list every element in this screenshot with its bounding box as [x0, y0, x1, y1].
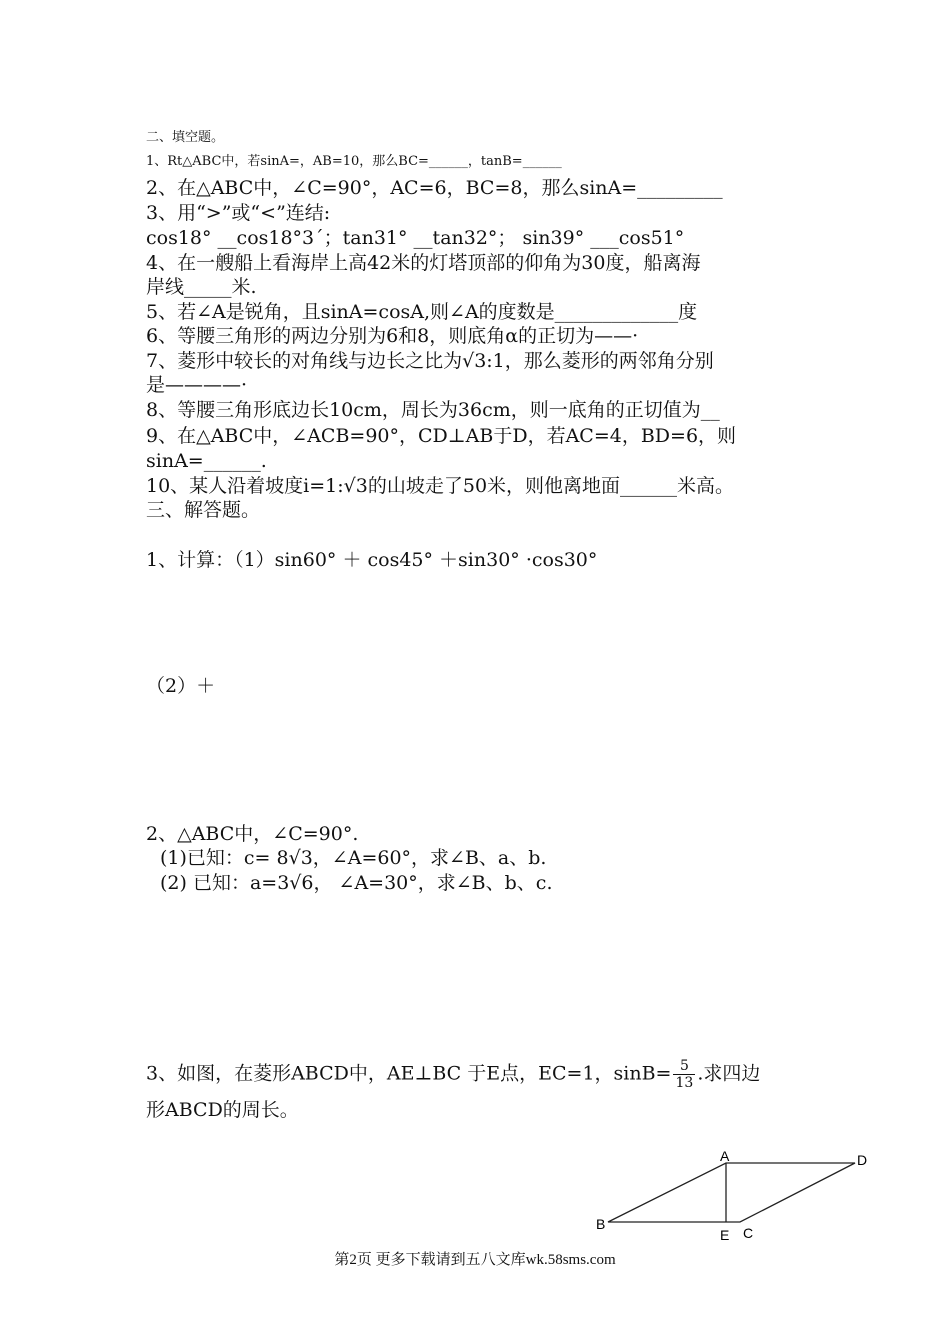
- problem-1: 1、计算：（1）sin60° ＋ cos45° ＋sin30° ·cos30°: [146, 549, 598, 571]
- question-4b: 岸线_____米.: [146, 276, 257, 298]
- question-3a: 3、用“>”或“<”连结:: [146, 202, 331, 224]
- section-title-solve: 三、解答题。: [146, 499, 261, 521]
- question-9b: sinA=______.: [146, 450, 267, 472]
- problem-2-part-2: (2) 已知：a=3√6， ∠A=30°，求∠B、b、c.: [160, 872, 553, 894]
- fraction-denominator: 13: [675, 1075, 694, 1091]
- problem-1-part-2: （2）＋: [146, 675, 216, 697]
- label-e: E: [720, 1227, 730, 1243]
- fraction-numerator: 5: [673, 1058, 695, 1075]
- page-footer: 第2页 更多下载请到五八文库wk.58sms.com: [334, 1252, 616, 1268]
- problem-3-text: 3、如图，在菱形ABCD中，AE⊥BC 于E点，EC=1，sinB=: [146, 1062, 672, 1085]
- question-1: 1、Rt△ABC中，若sinA=，AB=10，那么BC=______，tanB=______: [146, 154, 562, 169]
- question-7a: 7、菱形中较长的对角线与边长之比为√3:1，那么菱形的两邻角分别: [146, 350, 714, 372]
- problem-2-part-1: (1)已知：c= 8√3，∠A=60°，求∠B、a、b.: [160, 847, 547, 869]
- question-2: 2、在△ABC中，∠C=90°，AC=6，BC=8，那么sinA=_________: [146, 177, 723, 199]
- question-10: 10、某人沿着坡度i=1:√3的山坡走了50米，则他离地面______米高。: [146, 475, 735, 497]
- question-4a: 4、在一艘船上看海岸上高42米的灯塔顶部的仰角为30度，船离海: [146, 252, 701, 274]
- question-8: 8、等腰三角形底边长10cm，周长为36cm，则一底角的正切值为__: [146, 399, 720, 421]
- rhombus-outline: [608, 1163, 855, 1222]
- question-9a: 9、在△ABC中，∠ACB=90°，CD⊥AB于D，若AC=4，BD=6，则: [146, 425, 737, 447]
- label-b: B: [596, 1216, 606, 1232]
- problem-2: 2、△ABC中，∠C=90°.: [146, 823, 359, 845]
- question-3b: cos18° __cos18°3´；tan31° __tan32°； sin39° ___cos51°: [146, 227, 685, 249]
- label-c: C: [743, 1225, 754, 1241]
- problem-3-text-tail: .求四边: [697, 1062, 761, 1085]
- question-7b: 是————·: [146, 374, 248, 396]
- label-d: D: [857, 1152, 868, 1168]
- question-6: 6、等腰三角形的两边分别为6和8，则底角α的正切为——·: [146, 325, 639, 347]
- question-5: 5、若∠A是锐角，且sinA=cosA,则∠A的度数是_____________度: [146, 301, 698, 323]
- label-a: A: [720, 1148, 730, 1164]
- problem-3-line-2: 形ABCD的周长。: [146, 1099, 299, 1121]
- section-title-fill-blank: 二、填空题。: [146, 130, 225, 145]
